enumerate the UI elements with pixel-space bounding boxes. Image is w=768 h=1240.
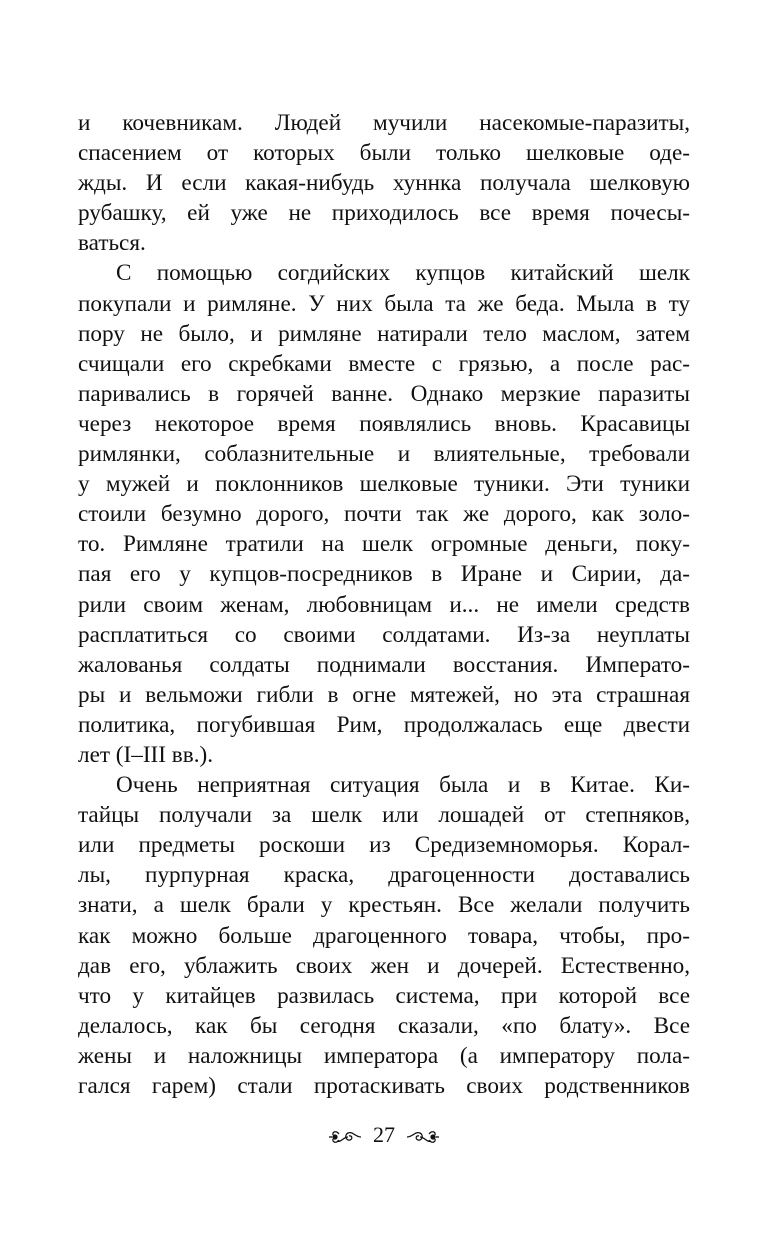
text-line: пору не было, и римляне натирали тело маслом, затем <box>78 320 690 347</box>
text-line: С помощью согдийских купцов китайский шелк <box>116 260 690 287</box>
text-line: Очень неприятная ситуация была и в Китае. Ки- <box>116 772 690 799</box>
text-line: паривались в горячей ванне. Однако мерзкие паразиты <box>78 380 690 407</box>
text-line: лы, пурпурная краска, драгоценности доставались <box>78 862 690 889</box>
text-line: или предметы роскоши из Средиземноморья. Корал- <box>78 832 690 859</box>
text-line: лет (I–III вв.). <box>78 741 214 768</box>
text-line: покупали и римляне. У них была та же беда. Мыла в ту <box>78 290 690 317</box>
text-line: тайцы получали за шелк или лошадей от степняков, <box>78 802 690 829</box>
page-number: 27 <box>373 1122 395 1147</box>
page-body <box>78 108 690 1101</box>
page-footer <box>0 1120 768 1150</box>
text-line: расплатиться со своими солдатами. Из-за неуплаты <box>78 621 690 648</box>
text-line: спасением от которых были только шелковые оде- <box>78 140 690 167</box>
fleuron-ornament-icon <box>405 1125 441 1145</box>
text-line: то. Римляне тратили на шелк огромные деньги, поку- <box>78 531 690 558</box>
text-line: жды. И если какая-нибудь хуннка получала шелковую <box>78 170 690 197</box>
text-line: пая его у купцов-посредников в Иране и Сирии, да- <box>78 561 690 588</box>
text-line: делалось, как бы сегодня сказали, «по блату». Все <box>78 1012 690 1039</box>
text-line: и кочевникам. Людей мучили насекомые-паразиты, <box>78 110 690 136</box>
text-line: ваться. <box>78 230 146 257</box>
text-line: римлянки, соблазнительные и влиятельные, требовали <box>78 441 690 468</box>
text-line: жены и наложницы императора (а императору пола- <box>78 1042 690 1069</box>
text-line: жалованья солдаты поднимали восстания. Императо- <box>78 651 690 678</box>
fleuron-ornament-icon <box>327 1125 363 1145</box>
text-line: дав его, ублажить своих жен и дочерей. Естественно, <box>78 952 690 979</box>
text-line: ры и вельможи гибли в огне мятежей, но эта страшная <box>78 681 690 708</box>
paragraph-2 <box>78 258 690 770</box>
text-line: как можно больше драгоценного товара, чтобы, про- <box>78 922 690 949</box>
text-line: знати, а шелк брали у крестьян. Все желали получить <box>78 892 690 919</box>
paragraph-3 <box>78 770 690 1101</box>
text-line: стоили безумно дорого, почти так же дорого, как золо- <box>78 501 690 528</box>
text-line: политика, погубившая Рим, продолжалась еще двести <box>78 711 690 738</box>
text-line: рубашку, ей уже не приходилось все время почесы- <box>78 200 690 227</box>
text-line: рили своим женам, любовницам и... не имели средств <box>78 591 690 618</box>
paragraph-1 <box>78 108 690 258</box>
text-line: у мужей и поклонников шелковые туники. Эти туники <box>78 471 690 498</box>
text-line: гался гарем) стали протаскивать своих родственников <box>78 1073 690 1099</box>
text-line: через некоторое время появлялись вновь. Красавицы <box>78 410 690 437</box>
text-line: счищали его скребками вместе с грязью, а после рас- <box>78 350 690 377</box>
text-line: что у китайцев развилась система, при которой все <box>78 982 690 1009</box>
